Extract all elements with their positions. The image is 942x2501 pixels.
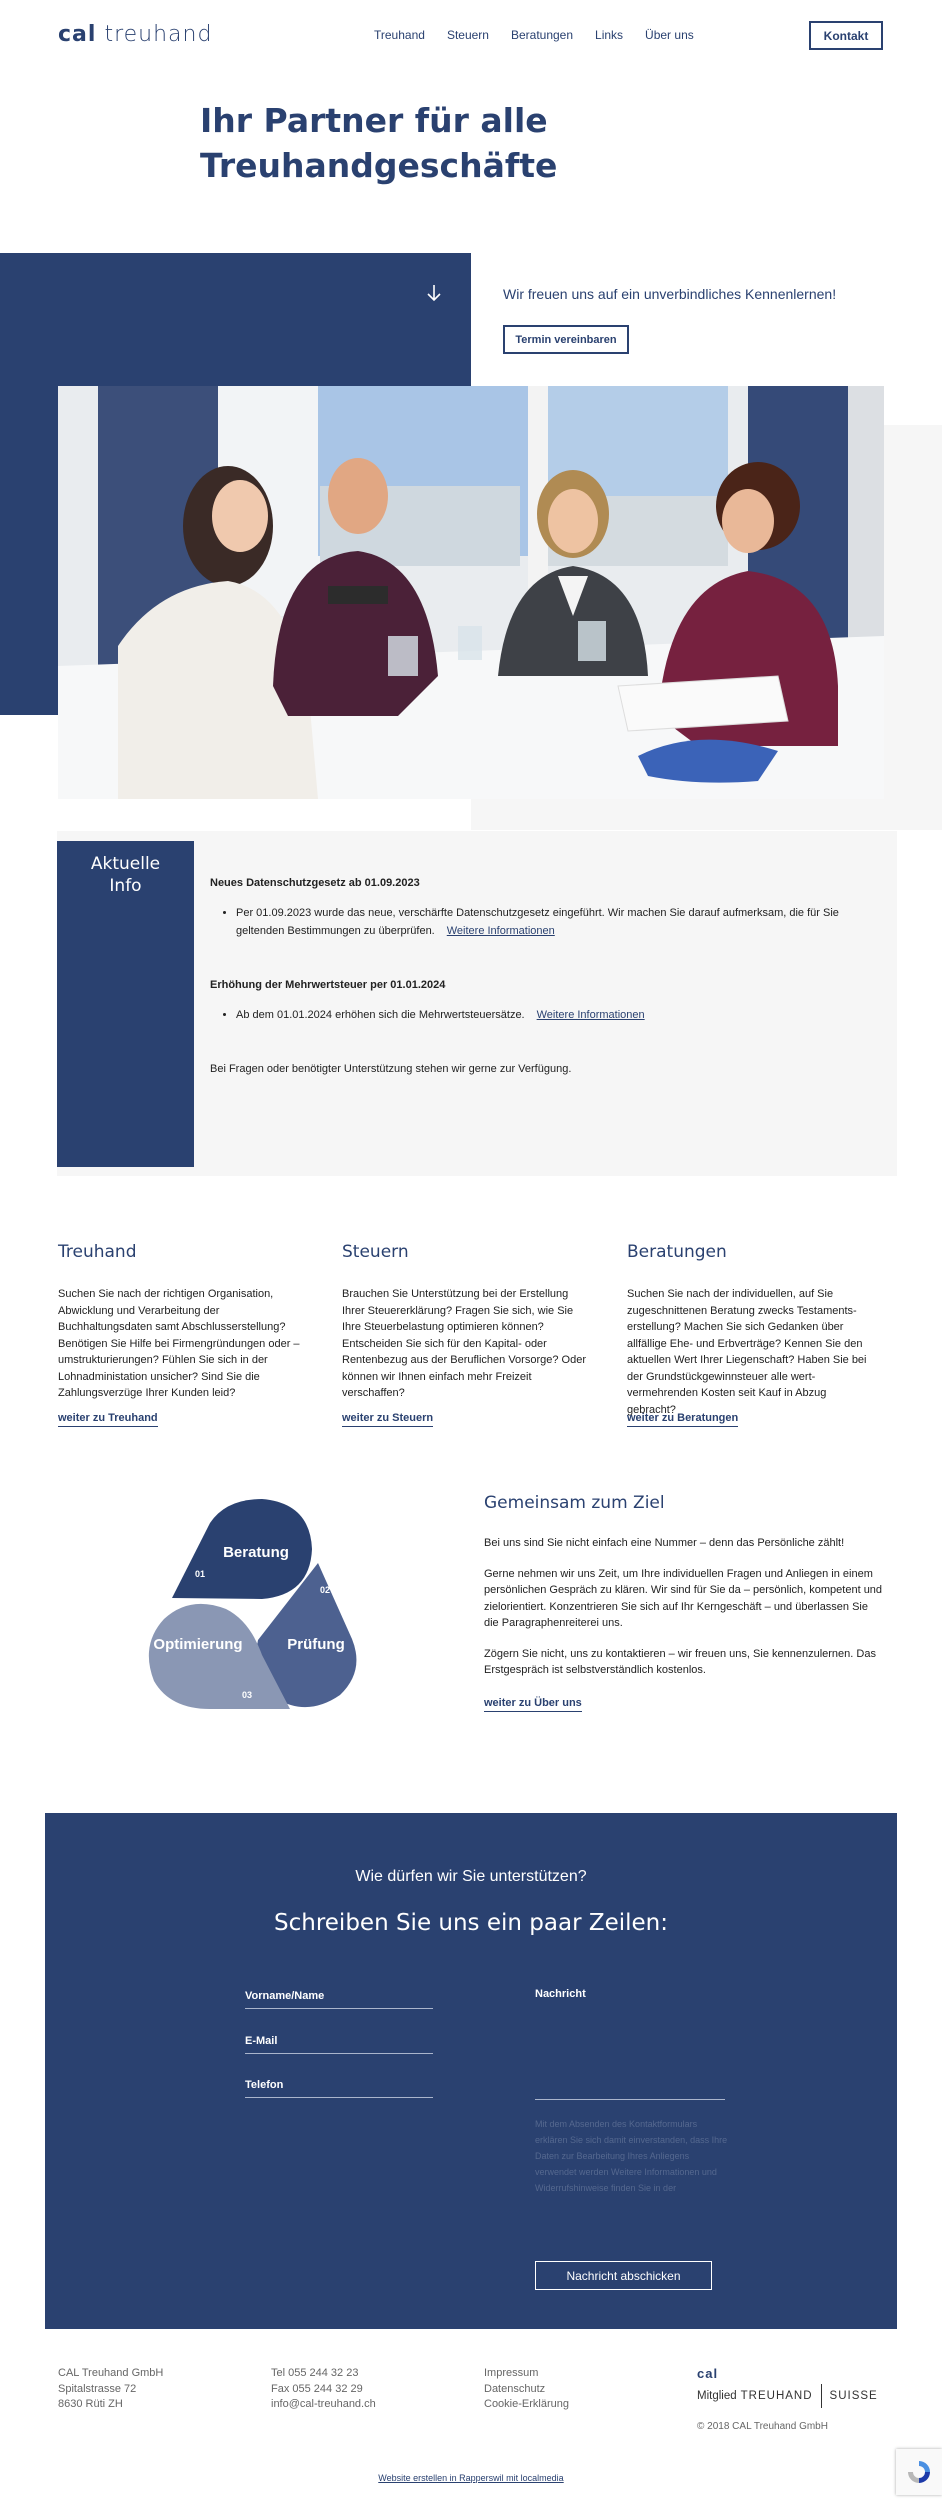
process-diagram	[140, 1495, 380, 1715]
recaptcha-badge[interactable]	[896, 2449, 942, 2495]
footer-street: Spitalstrasse 72	[58, 2382, 137, 2395]
form-title: Schreiben Sie uns ein paar Zeilen:	[274, 1910, 668, 1936]
goal-section	[484, 1493, 884, 1711]
member-logo-divider	[821, 2384, 822, 2408]
service-link[interactable]: weiter zu Treuhand	[58, 1412, 158, 1427]
name-field[interactable]: Vorname/Name	[245, 1984, 433, 2009]
footer-link-cookies[interactable]: Cookie-Erklärung	[484, 2398, 569, 2410]
footer-links	[484, 2366, 569, 2413]
info-content	[210, 874, 860, 1078]
made-by-link[interactable]: Website erstellen in Rapperswil mit localmedia	[378, 2473, 564, 2483]
info-heading: Erhöhung der Mehrwertsteuer per 01.01.2024	[210, 979, 446, 991]
footer-link-datenschutz[interactable]: Datenschutz	[484, 2382, 546, 2395]
service-link[interactable]: weiter zu Beratungen	[627, 1412, 738, 1427]
cal-small-logo: cal	[697, 2366, 719, 2381]
member-logo	[697, 2366, 878, 2408]
service-beratungen	[627, 1242, 872, 1426]
main-nav	[374, 28, 694, 42]
footer-fax: Fax 055 244 32 29	[271, 2382, 363, 2395]
email-field[interactable]: E-Mail	[245, 2029, 433, 2054]
goal-text-2: Gerne nehmen wir uns Zeit, um Ihre individuellen Fragen und Anliegen in einem persönlichen Gespräch zu klären. Wir sind für Sie da – persönlich, kompetent und zielorientiert. Konzentrieren Sie sich auf Ihr Kerngeschäft – und überlassen Sie die Paragraphenreiterei uns.	[484, 1567, 883, 1629]
info-item-text: Ab dem 01.01.2024 erhöhen sich die Mehrwertsteuersätze.	[236, 1009, 525, 1021]
service-treuhand	[58, 1242, 303, 1426]
service-title: Beratungen	[627, 1242, 727, 1262]
logo-text: treuhand	[104, 22, 213, 47]
service-text: Suchen Sie nach der richtigen Organisation, Abwicklung und Verarbeitung der Buchhaltungsdaten samt Abschlusserstellung? Benötigen Sie Hilfe bei Firmengründungen oder – umstrukturierungen? Fühlen Sie sich in der Lohnadministation unsicher? Sind Sie die Zahlungsverzüge Ihrer Kunden leid?	[58, 1288, 300, 1399]
footer-contact	[271, 2366, 376, 2413]
contact-button[interactable]: Kontakt	[809, 21, 883, 50]
info-heading: Neues Datenschutzgesetz ab 01.09.2023	[210, 877, 420, 889]
info-item-text: Per 01.09.2023 wurde das neue, verschärfte Datenschutzgesetz eingeführt. Wir machen Sie darauf aufmerksam, die für Sie geltenden Bestimmungen zu überprüfen.	[236, 907, 839, 937]
phone-field[interactable]: Telefon	[245, 2073, 433, 2098]
nav-ueber-uns[interactable]: Über uns	[645, 28, 694, 42]
info-box-title-line-1: Aktuelle	[90, 854, 161, 874]
service-title: Treuhand	[58, 1242, 137, 1262]
info-more-link[interactable]: Weitere Informationen	[446, 925, 555, 937]
footer-company: CAL Treuhand GmbH	[58, 2367, 164, 2379]
info-more-link[interactable]: Weitere Informationen	[536, 1009, 645, 1021]
consent-text: Mit dem Absenden des Kontaktformulars erklären Sie sich damit einverstanden, dass Ihre Daten zur Bearbeitung Ihres Anliegens verwendet werden Weitere Informationen und Widerrufshinweise finden Sie in der	[535, 2119, 728, 2193]
segment-num-01: 01	[195, 1569, 206, 1579]
page-title-line-1: Ihr Partner für alle	[200, 101, 548, 140]
site-logo[interactable]	[58, 22, 212, 47]
footer-email-link[interactable]: info@cal-treuhand.ch	[271, 2398, 376, 2410]
member-logo-treuhand: TREUHAND	[740, 2390, 813, 2402]
page-title	[200, 98, 620, 188]
info-item	[236, 1006, 860, 1024]
service-link[interactable]: weiter zu Steuern	[342, 1412, 433, 1427]
goal-text-3: Zögern Sie nicht, uns zu kontaktieren – wir freuen uns, Sie kennenzulernen. Das Erstgespräch ist selbstverständlich kostenlos.	[484, 1647, 876, 1676]
service-text: Brauchen Sie Unterstützung bei der Erstellung Ihrer Steuererklärung? Fragen Sie sich, wie Sie Ihre Steuerbelastung optimieren können? Entscheiden Sie sich für den Kapital- oder Rentenbezug aus der Beruflichen Vorsorge? Oder können wir Ihnen einfach mehr Freizeit verschaffen?	[342, 1288, 586, 1399]
page-title-line-2: Treuhandgeschäfte	[200, 146, 558, 185]
segment-label-optimierung: Optimierung	[153, 1636, 243, 1653]
service-steuern	[342, 1242, 587, 1426]
info-list	[210, 1006, 860, 1024]
contact-form-panel	[45, 1813, 897, 2329]
about-link[interactable]: weiter zu Über uns	[484, 1697, 582, 1712]
member-logo-prefix: Mitglied	[697, 2390, 737, 2402]
nav-links[interactable]: Links	[595, 28, 624, 42]
nav-steuern[interactable]: Steuern	[446, 28, 489, 42]
welcome-text: Wir freuen uns auf ein unverbindliches Kennenlernen!	[503, 286, 837, 302]
info-list	[210, 904, 860, 940]
recaptcha-icon	[905, 2458, 933, 2486]
footer-address	[58, 2366, 163, 2413]
goal-title: Gemeinsam zum Ziel	[484, 1493, 665, 1513]
footer-link-impressum[interactable]: Impressum	[484, 2367, 539, 2379]
nav-beratungen[interactable]: Beratungen	[510, 28, 574, 42]
footer-tel: Tel 055 244 32 23	[271, 2367, 359, 2379]
team-photo	[58, 386, 884, 799]
footer-city: 8630 Rüti ZH	[58, 2398, 123, 2410]
logo-mark: cal	[58, 22, 97, 47]
member-logo-suisse: SUISSE	[829, 2390, 878, 2402]
goal-text-1: Bei uns sind Sie nicht einfach eine Nummer – denn das Persönliche zählt!	[484, 1537, 845, 1549]
service-text: Suchen Sie nach der individuellen, auf Sie zugeschnittenen Beratung zwecks Testaments-erstellung? Machen Sie sich Gedanken über allfällige Ehe- und Erbverträge? Kennen Sie den aktuellen Wert Ihrer Liegenschaft? Haben Sie bei der Grundstückgewinnsteuer alle wert-vermehrenden Kosten seit Kauf in Abzug gebracht?	[627, 1288, 867, 1416]
submit-button[interactable]: Nachricht abschicken	[535, 2261, 712, 2290]
info-footer-text: Bei Fragen oder benötigter Unterstützung stehen wir gerne zur Verfügung.	[210, 1063, 572, 1075]
nav-treuhand[interactable]: Treuhand	[374, 28, 425, 42]
made-by	[0, 2473, 942, 2483]
info-box-title	[57, 853, 194, 897]
arrow-down-icon[interactable]	[424, 283, 444, 303]
segment-num-03: 03	[242, 1690, 253, 1700]
segment-label-pruefung: Prüfung	[287, 1636, 345, 1653]
service-title: Steuern	[342, 1242, 409, 1262]
copyright: © 2018 CAL Treuhand GmbH	[697, 2421, 828, 2432]
appointment-button[interactable]: Termin vereinbaren	[503, 325, 629, 354]
message-field[interactable]: Nachricht	[535, 1988, 725, 2100]
info-item	[236, 904, 860, 940]
segment-num-02: 02	[320, 1585, 331, 1595]
form-subtitle: Wie dürfen wir Sie unterstützen?	[355, 1868, 587, 1885]
segment-label-beratung: Beratung	[223, 1544, 289, 1561]
info-box-title-line-2: Info	[109, 876, 142, 896]
